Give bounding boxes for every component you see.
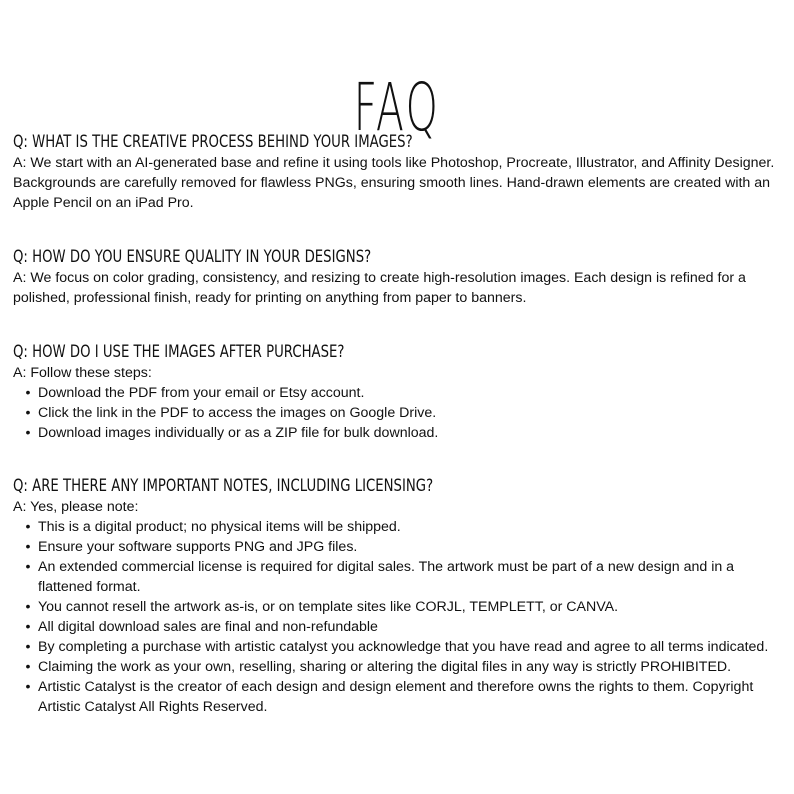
- list-item-text: An extended commercial license is required for digital sales. The artwork must be part of a new design and in a flattened format.: [38, 559, 735, 595]
- list-item-text: You cannot resell the artwork as-is, or on template sites like CORJL, TEMPLETT, or CANVA.: [38, 599, 619, 615]
- list-item-text: Ensure your software supports PNG and JPG files.: [38, 539, 358, 555]
- list-item: [13, 383, 783, 403]
- bullet-icon: •: [25, 599, 31, 615]
- list-item: [13, 517, 783, 537]
- list-item-text: This is a digital product; no physical items will be shipped.: [38, 519, 401, 535]
- list-item: [13, 423, 783, 443]
- faq-item-licensing: [13, 475, 783, 717]
- faq-question: Q: HOW DO YOU ENSURE QUALITY IN YOUR DESIGNS?: [13, 247, 372, 267]
- list-item-text: All digital download sales are final and non-refundable: [38, 619, 378, 635]
- faq-question: Q: HOW DO I USE THE IMAGES AFTER PURCHASE?: [13, 342, 345, 362]
- bullet-icon: •: [25, 619, 31, 635]
- faq-item-usage: [13, 341, 783, 443]
- list-item: [13, 403, 783, 423]
- list-item: [13, 677, 783, 717]
- list-item-text: By completing a purchase with artistic catalyst you acknowledge that you have read and agree to all terms indicated.: [38, 639, 769, 655]
- faq-answer: A: We focus on color grading, consistency, and resizing to create high-resolution images. Each design is refined for a polished, professional finish, ready for printing on anything from paper to banners.: [13, 270, 746, 306]
- bullet-icon: •: [25, 539, 31, 555]
- faq-answer: A: We start with an AI-generated base and refine it using tools like Photoshop, Procreate, Illustrator, and Affinity Designer. Backgrounds are carefully removed for flawless PNGs, ensuring smooth lines. Hand-drawn elements are created with an Apple Pencil on an iPad Pro.: [13, 155, 775, 211]
- list-item: [13, 657, 783, 677]
- page-title: FAQ: [353, 69, 441, 147]
- notes-list: [13, 517, 783, 717]
- list-item-text: Artistic Catalyst is the creator of each design and design element and therefore owns the rights to them. Copyright Artistic Catalyst All Rights Reserved.: [38, 679, 754, 715]
- faq-answer: A: Follow these steps:: [13, 365, 152, 381]
- list-item: [13, 637, 783, 657]
- bullet-icon: •: [25, 679, 31, 695]
- faq-question: Q: ARE THERE ANY IMPORTANT NOTES, INCLUDING LICENSING?: [13, 476, 434, 496]
- list-item: [13, 617, 783, 637]
- steps-list: [13, 383, 783, 443]
- list-item-text: Claiming the work as your own, reselling, sharing or altering the digital files in any way is strictly PROHIBITED.: [38, 659, 732, 675]
- list-item-text: Download images individually or as a ZIP file for bulk download.: [38, 425, 439, 441]
- bullet-icon: •: [25, 559, 31, 575]
- faq-question: Q: WHAT IS THE CREATIVE PROCESS BEHIND YOUR IMAGES?: [13, 132, 413, 152]
- list-item: [13, 537, 783, 557]
- list-item-text: Click the link in the PDF to access the images on Google Drive.: [38, 405, 437, 421]
- faq-answer: A: Yes, please note:: [13, 499, 139, 515]
- list-item: [13, 557, 783, 597]
- bullet-icon: •: [25, 639, 31, 655]
- list-item: [13, 597, 783, 617]
- bullet-icon: •: [25, 385, 31, 401]
- list-item-text: Download the PDF from your email or Etsy account.: [38, 385, 365, 401]
- bullet-icon: •: [25, 659, 31, 675]
- bullet-icon: •: [25, 405, 31, 421]
- bullet-icon: •: [25, 425, 31, 441]
- faq-item-quality: [13, 246, 783, 308]
- bullet-icon: •: [25, 519, 31, 535]
- faq-item-creative-process: [13, 131, 783, 213]
